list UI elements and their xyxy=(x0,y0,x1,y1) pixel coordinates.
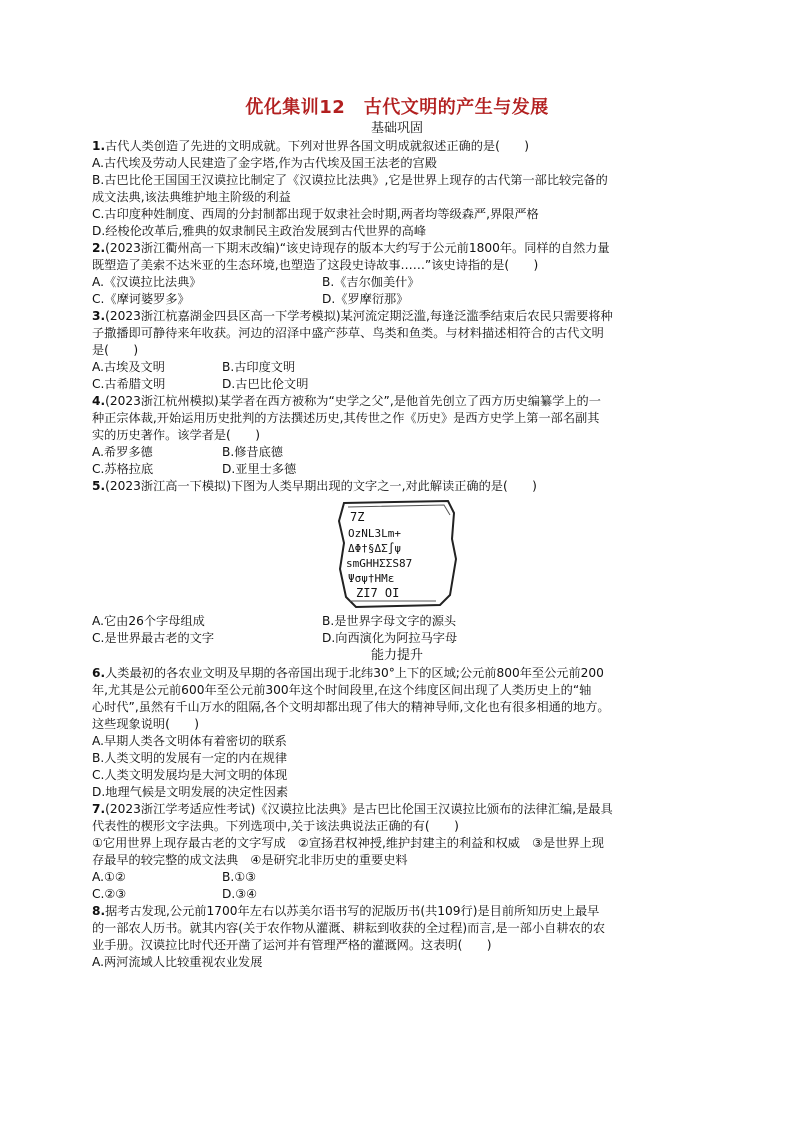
question-number: 3. xyxy=(92,309,106,323)
option-b-continued: 成文法典,该法典维护地主阶级的利益 xyxy=(92,190,291,204)
section-heading-basic: 基础巩固 xyxy=(370,121,423,136)
question-stem-line: 这些现象说明( ) xyxy=(92,717,200,731)
question-stem: (2023浙江杭州模拟)某学者在西方被称为“史学之父”,是他首先创立了西方历史编纂学上的一 xyxy=(105,394,601,408)
question-number: 2. xyxy=(92,241,106,255)
option-a: A.《汉谟拉比法典》 xyxy=(92,275,202,289)
option-a: A.古代埃及劳动人民建造了金字塔,作为古代埃及国王法老的宫殿 xyxy=(92,156,437,170)
question-stem-line: 种正宗体裁,开始运用历史批判的方法撰述历史,其传世之作《历史》是西方史学上第一部名副其 xyxy=(92,411,600,425)
section-heading-advanced: 能力提升 xyxy=(370,648,423,663)
question-stem-line: 实的历史著作。该学者是( ) xyxy=(92,428,260,442)
option-b: B.古印度文明 xyxy=(222,360,296,374)
tablet-line-6: ZI7 OI xyxy=(356,586,400,600)
question-stem: (2023浙江高一下模拟)下图为人类早期出现的文字之一,对此解读正确的是( ) xyxy=(105,479,537,493)
option-b: B.人类文明的发展有一定的内在规律 xyxy=(92,751,288,765)
question-stem-line: 是( ) xyxy=(92,343,139,357)
option-c: C.苏格拉底 xyxy=(92,462,154,476)
question-stem-line: 既塑造了美索不达米亚的生态环境,也塑造了这段史诗故事……”该史诗指的是( ) xyxy=(92,258,539,272)
option-d: D.向西演化为阿拉马字母 xyxy=(322,631,458,645)
options-row xyxy=(92,274,702,291)
question-3 xyxy=(92,308,702,325)
option-a: A.两河流域人比较重视农业发展 xyxy=(92,955,263,969)
question-2 xyxy=(92,240,702,257)
question-stem-line: ①它用世界上现存最古老的文字写成 ②宣扬君权神授,维护封建主的利益和权威 ③是世界上现 xyxy=(92,836,604,850)
option-d: D.亚里士多德 xyxy=(222,462,297,476)
question-stem-line: 心时代”,虽然有千山万水的阻隔,各个文明却都出现了伟大的精神导师,文化也有很多相通的地方。 xyxy=(92,700,610,714)
option-d: D.经梭伦改革后,雅典的奴隶制民主政治发展到古代世界的高峰 xyxy=(92,224,427,238)
question-1 xyxy=(92,138,702,155)
options-row xyxy=(92,613,702,630)
question-8 xyxy=(92,903,702,920)
tablet-line-5: Ψσψ†HMε xyxy=(348,572,395,585)
question-stem: 人类最初的各农业文明及早期的各帝国出现于北纬30°上下的区域;公元前800年至公元前200 xyxy=(105,666,604,680)
option-a: A.早期人类各文明体有着密切的联系 xyxy=(92,734,287,748)
question-number: 4. xyxy=(92,394,106,408)
tablet-line-3: ΔΦ†§ΔΣ∫ψ xyxy=(348,542,401,555)
option-a: A.希罗多德 xyxy=(92,445,153,459)
question-7 xyxy=(92,801,702,818)
option-d: D.地理气候是文明发展的决定性因素 xyxy=(92,785,289,799)
options-row xyxy=(92,444,702,461)
question-number: 5. xyxy=(92,479,106,493)
question-5 xyxy=(92,478,702,495)
question-stem: (2023浙江杭嘉湖金四县区高一下学考模拟)某河流定期泛滥,每逢泛滥季结束后农民只需要将种 xyxy=(105,309,613,323)
question-stem-line: 的一部农人历书。就其内容(关于农作物从灌溉、耕耘到收获的全过程)而言,是一部小自耕农的农 xyxy=(92,921,606,935)
options-row xyxy=(92,359,702,376)
page-title: 优化集训12 古代文明的产生与发展 xyxy=(245,97,549,118)
options-row xyxy=(92,291,702,308)
option-c: C.②③ xyxy=(92,887,127,901)
question-stem-line: 存最早的较完整的成文法典 ④是研究北非历史的重要史料 xyxy=(92,853,408,867)
question-number: 1. xyxy=(92,139,106,153)
figure-container xyxy=(92,499,702,609)
inscribed-tablet-image xyxy=(336,499,458,609)
option-c: C.是世界最古老的文字 xyxy=(92,631,215,645)
option-d: D.《罗摩衍那》 xyxy=(322,292,409,306)
tablet-line-1: 7Z xyxy=(350,510,365,524)
question-stem: 古代人类创造了先进的文明成就。下列对世界各国文明成就叙述正确的是( ) xyxy=(105,139,530,153)
option-c: C.人类文明发展均是大河文明的体现 xyxy=(92,768,288,782)
options-row xyxy=(92,376,702,393)
question-number: 6. xyxy=(92,666,106,680)
option-d: D.古巴比伦文明 xyxy=(222,377,309,391)
question-stem: (2023浙江衢州高一下期末改编)“该史诗现存的版本大约写于公元前1800年。同样的自然力量 xyxy=(105,241,610,255)
options-row xyxy=(92,461,702,478)
question-stem: (2023浙江学考适应性考试)《汉谟拉比法典》是古巴比伦国王汉谟拉比颁布的法律汇编,是最具 xyxy=(105,802,613,816)
option-d: D.③④ xyxy=(222,887,258,901)
question-stem: 据考古发现,公元前1700年左右以苏美尔语书写的泥版历书(共109行)是目前所知历史上最早 xyxy=(105,904,600,918)
worksheet-page xyxy=(92,96,702,971)
options-row xyxy=(92,630,702,647)
option-b: B.是世界字母文字的源头 xyxy=(322,614,457,628)
option-b: B.古巴比伦王国国王汉谟拉比制定了《汉谟拉比法典》,它是世界上现存的古代第一部比较完备的 xyxy=(92,173,608,187)
option-b: B.修昔底德 xyxy=(222,445,283,459)
question-number: 8. xyxy=(92,904,106,918)
options-row xyxy=(92,886,702,903)
option-c: C.古印度种姓制度、西周的分封制都出现于奴隶社会时期,两者均等级森严,界限严格 xyxy=(92,207,539,221)
question-stem-line: 代表性的楔形文字法典。下列选项中,关于该法典说法正确的有( ) xyxy=(92,819,459,833)
option-a: A.①② xyxy=(92,870,126,884)
question-stem-line: 子撒播即可静待来年收获。河边的沼泽中盛产莎草、鸟类和鱼类。与材料描述相符合的古代文明 xyxy=(92,326,604,340)
question-stem-line: 业手册。汉谟拉比时代还开凿了运河并有管理严格的灌溉网。这表明( ) xyxy=(92,938,492,952)
question-stem-line: 年,尤其是公元前600年至公元前300年这个时间段里,在这个纬度区间出现了人类历史上的“轴 xyxy=(92,683,592,697)
tablet-line-4: smGHHΣΣS87 xyxy=(346,557,413,570)
option-b: B.《吉尔伽美什》 xyxy=(322,275,420,289)
options-row xyxy=(92,869,702,886)
option-c: C.古希腊文明 xyxy=(92,377,166,391)
option-a: A.古埃及文明 xyxy=(92,360,165,374)
option-b: B.①③ xyxy=(222,870,257,884)
question-number: 7. xyxy=(92,802,106,816)
option-a: A.它由26个字母组成 xyxy=(92,614,205,628)
question-4 xyxy=(92,393,702,410)
question-6 xyxy=(92,665,702,682)
option-c: C.《摩诃婆罗多》 xyxy=(92,292,190,306)
tablet-line-2: OzNL3Lm+ xyxy=(348,527,401,540)
